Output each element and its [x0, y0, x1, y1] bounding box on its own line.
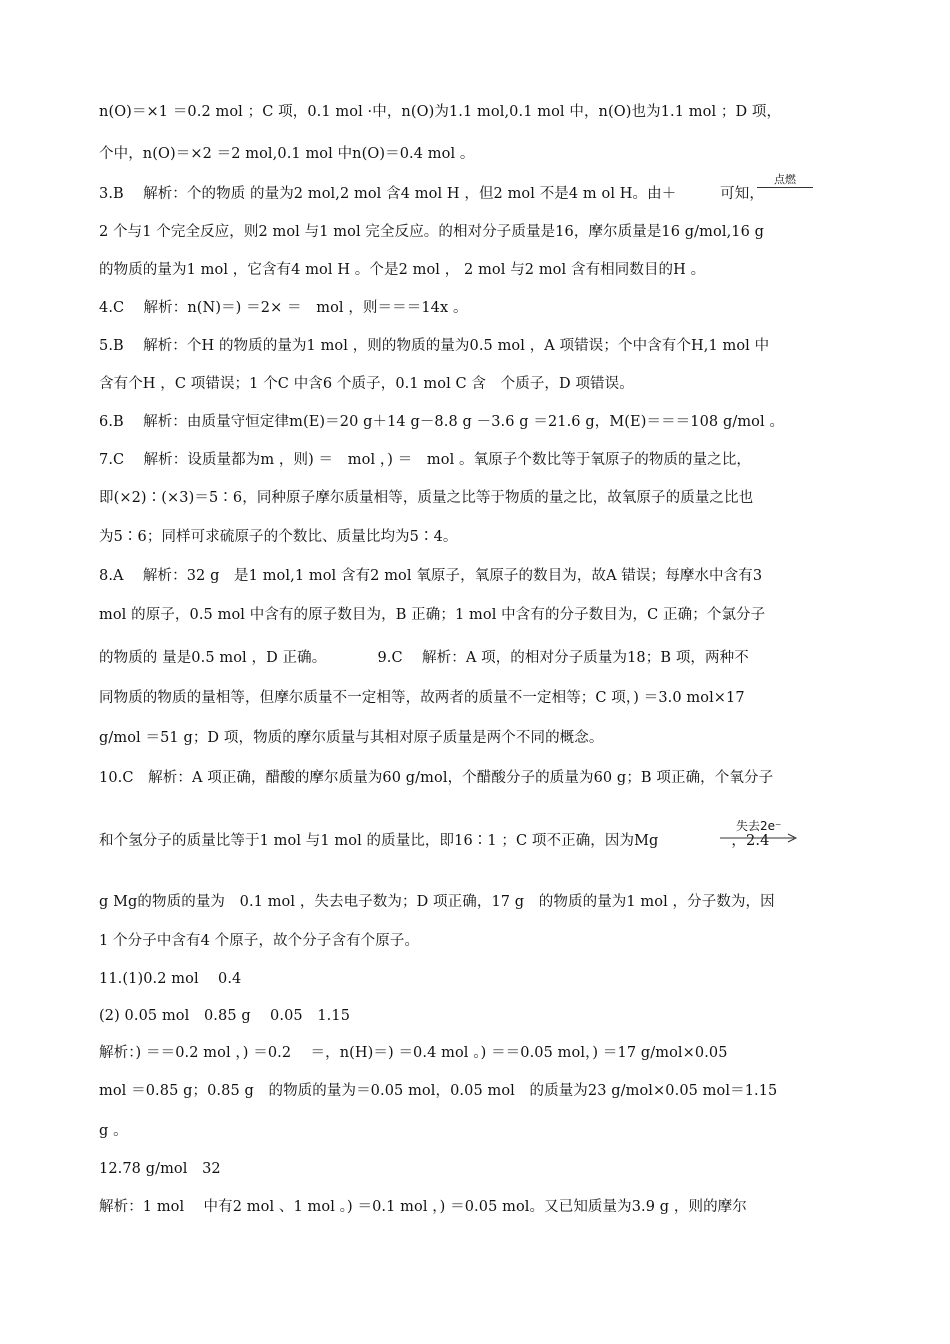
text-line: 同物质的物质的量相等，但摩尔质量不一定相等，故两者的质量不一定相等；C 项，) ＝3.0 mol×17 [99, 690, 745, 706]
text-line: g Mg的物质的量为 0.1 mol ，失去电子数为；D 项正确，17 g 的物质的量为1 mol ，分子数为，因 [99, 894, 775, 910]
text-line: g/mol ＝51 g；D 项，物质的摩尔质量与其相对原子质量是两个不同的概念。 [99, 730, 604, 746]
text-line: 6.B 解析：由质量守恒定律m(E)＝20 g＋14 g－8.8 g －3.6 g ＝21.6 g，M(E)＝＝＝108 g/mol 。 [99, 414, 785, 430]
text-line: 的物质的 量是0.5 mol ，D 正确。 9.C 解析：A 项，的相对分子质量为18；B 项，两种不 [99, 650, 749, 666]
text-line: 7.C 解析：设质量都为m ，则) ＝ mol ，) ＝ mol 。氧原子个数比等于氧原子的物质的量之比， [99, 452, 752, 468]
arrow-icon [718, 830, 802, 846]
text-line: 即(×2)∶(×3)＝5∶6，同种原子摩尔质量相等，质量之比等于物质的量之比，故氧原子的质量之比也 [99, 490, 754, 506]
text-line: 和个氢分子的质量比等于1 mol 与1 mol 的质量比，即16∶1 ；C 项不正确，因为Mg ，2.4 [99, 833, 770, 849]
reaction-condition-label: 点燃 [774, 173, 796, 186]
text-line: 5.B 解析：个H 的物质的量为1 mol ，则的物质的量为0.5 mol ，A 项错误；个中含有个H,1 mol 中 [99, 338, 770, 354]
text-line: 解析：1 mol 中有2 mol 、1 mol 。) ＝0.1 mol ，) ＝0.05 mol。又已知质量为3.9 g ，则的摩尔 [99, 1199, 747, 1215]
text-line: 2 个与1 个完全反应，则2 mol 与1 mol 完全反应。的相对分子质量是16，摩尔质量是16 g/mol,16 g [99, 224, 765, 240]
reaction-equals-bar [757, 187, 813, 188]
text-line: mol ＝0.85 g；0.85 g 的物质的量为＝0.05 mol，0.05 mol 的质量为23 g/mol×0.05 mol＝1.15 [99, 1083, 778, 1099]
text-line: 解析：) ＝＝0.2 mol ，) ＝0.2 ＝，n(H)＝) ＝0.4 mol 。) ＝＝0.05 mol，) ＝17 g/mol×0.05 [99, 1045, 728, 1061]
text-line: 含有个H ，C 项错误；1 个C 中含6 个质子，0.1 mol C 含 个质子，D 项错误。 [99, 376, 634, 392]
text-line: 10.C 解析：A 项正确，醋酸的摩尔质量为60 g/mol，个醋酸分子的质量为60 g；B 项正确，个氧分子 [99, 770, 774, 786]
text-line: mol 的原子，0.5 mol 中含有的原子数目为，B 正确；1 mol 中含有的分子数目为，C 正确；个氯分子 [99, 607, 766, 623]
text-line: 的物质的量为1 mol ，它含有4 mol H 。个是2 mol ， 2 mol 与2 mol 含有相同数目的H 。 [99, 262, 706, 278]
text-line: 11.(1)0.2 mol 0.4 [99, 971, 242, 987]
text-line: (2) 0.05 mol 0.85 g 0.05 1.15 [99, 1008, 351, 1024]
text-line: 个中，n(O)＝×2 ＝2 mol,0.1 mol 中n(O)＝0.4 mol 。 [99, 146, 475, 162]
text-line: n(O)＝×1 ＝0.2 mol ；C 项，0.1 mol ·中，n(O)为1.1 mol,0.1 mol 中，n(O)也为1.1 mol ；D 项， [99, 104, 782, 120]
reaction-condition-mark [755, 174, 815, 190]
text-line: g 。 [99, 1123, 128, 1139]
text-line: 4.C 解析：n(N)＝) ＝2× ＝ mol ，则＝＝＝14x 。 [99, 300, 468, 316]
electron-transfer-label: 失去2e⁻ [736, 819, 782, 833]
text-line: 12.78 g/mol 32 [99, 1161, 221, 1177]
text-line: 1 个分子中含有4 个原子，故个分子含有个原子。 [99, 933, 420, 949]
electron-transfer-arrow [718, 820, 802, 850]
text-line: 3.B 解析：个的物质 的量为2 mol,2 mol 含4 mol H ，但2 mol 不是4 m ol H。由＋ 可知， [99, 186, 764, 202]
text-line: 8.A 解析：32 g 是1 mol,1 mol 含有2 mol 氧原子，氧原子的数目为，故A 错误；每摩水中含有3 [99, 568, 763, 584]
text-line: 为5∶6；同样可求硫原子的个数比、质量比均为5∶4。 [99, 529, 458, 545]
